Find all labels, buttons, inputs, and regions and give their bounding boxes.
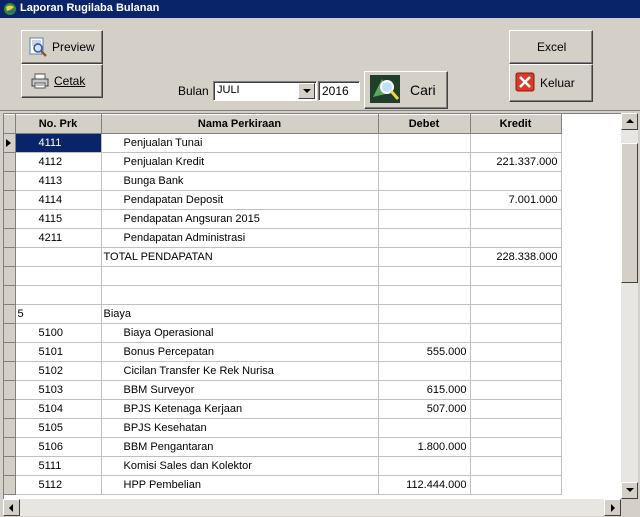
- row-indicator[interactable]: [4, 267, 15, 286]
- row-indicator[interactable]: [4, 286, 15, 305]
- year-input-value: 2016: [322, 84, 349, 98]
- cell-no-prk[interactable]: 4111: [15, 134, 101, 153]
- column-header-kredit[interactable]: Kredit: [470, 115, 561, 134]
- current-row-pointer-icon: [6, 139, 11, 147]
- cari-label: Cari: [410, 82, 436, 98]
- table-row[interactable]: [4, 172, 561, 191]
- cell-nama[interactable]: Pendapatan Angsuran 2015: [101, 210, 378, 229]
- cell-kredit[interactable]: 7.001.000: [470, 191, 561, 210]
- cell-debet[interactable]: [378, 324, 470, 343]
- cell-debet[interactable]: [378, 172, 470, 191]
- cell-no-prk[interactable]: 4113: [15, 172, 101, 191]
- scroll-right-icon[interactable]: [604, 499, 621, 516]
- cell-kredit[interactable]: [470, 438, 561, 457]
- cell-nama[interactable]: BPJS Ketenaga Kerjaan: [101, 400, 378, 419]
- cell-debet[interactable]: [378, 305, 470, 324]
- year-input[interactable]: [318, 81, 360, 101]
- cell-kredit[interactable]: [470, 172, 561, 191]
- window-title: Laporan Rugilaba Bulanan: [20, 2, 160, 14]
- cell-nama[interactable]: Bunga Bank: [101, 172, 378, 191]
- preview-label: Preview: [52, 40, 95, 54]
- table-row[interactable]: [4, 248, 561, 267]
- cell-nama[interactable]: TOTAL PENDAPATAN: [101, 248, 378, 267]
- row-indicator[interactable]: [4, 229, 15, 248]
- cell-debet[interactable]: [378, 229, 470, 248]
- row-indicator[interactable]: [4, 305, 15, 324]
- table-row[interactable]: [4, 229, 561, 248]
- cell-debet[interactable]: [378, 267, 470, 286]
- month-select-value: JULI: [217, 84, 240, 96]
- cell-no-prk[interactable]: 5105: [15, 419, 101, 438]
- row-indicator[interactable]: [4, 362, 15, 381]
- column-header-no-prk[interactable]: No. Prk: [15, 115, 101, 134]
- search-key-icon: [370, 75, 400, 103]
- cell-kredit[interactable]: [470, 476, 561, 495]
- scroll-left-icon[interactable]: [3, 499, 20, 516]
- cell-nama[interactable]: Pendapatan Administrasi: [101, 229, 378, 248]
- cell-no-prk[interactable]: 5: [15, 305, 101, 324]
- table-row[interactable]: [4, 134, 561, 153]
- cell-nama[interactable]: Penjualan Tunai: [101, 134, 378, 153]
- report-grid[interactable]: [3, 113, 622, 500]
- cell-nama[interactable]: [101, 286, 378, 305]
- cell-no-prk[interactable]: [15, 267, 101, 286]
- cell-debet[interactable]: 615.000: [378, 381, 470, 400]
- cell-kredit[interactable]: [470, 419, 561, 438]
- cell-debet[interactable]: 555.000: [378, 343, 470, 362]
- cell-kredit[interactable]: [470, 381, 561, 400]
- keluar-label: Keluar: [540, 76, 575, 90]
- row-indicator[interactable]: [4, 438, 15, 457]
- cell-no-prk[interactable]: 5106: [15, 438, 101, 457]
- cell-nama[interactable]: Biaya Operasional: [101, 324, 378, 343]
- row-indicator[interactable]: [4, 172, 15, 191]
- cell-kredit[interactable]: [470, 267, 561, 286]
- column-header-debet[interactable]: Debet: [378, 115, 470, 134]
- cell-kredit[interactable]: 221.337.000: [470, 153, 561, 172]
- cell-nama[interactable]: [101, 267, 378, 286]
- cell-nama[interactable]: HPP Pembelian: [101, 476, 378, 495]
- row-indicator[interactable]: [4, 381, 15, 400]
- table-row[interactable]: [4, 438, 561, 457]
- row-indicator[interactable]: [4, 324, 15, 343]
- table-row[interactable]: [4, 191, 561, 210]
- table-row[interactable]: [4, 419, 561, 438]
- horizontal-scrollbar[interactable]: [3, 499, 621, 516]
- cell-debet[interactable]: [378, 153, 470, 172]
- cell-debet[interactable]: [378, 419, 470, 438]
- cetak-button[interactable]: [21, 64, 103, 98]
- cell-no-prk[interactable]: 4114: [15, 191, 101, 210]
- row-indicator-header: [4, 115, 15, 134]
- cell-nama[interactable]: Cicilan Transfer Ke Rek Nurisa: [101, 362, 378, 381]
- scrollbar-corner: [621, 499, 638, 516]
- table-row[interactable]: [4, 324, 561, 343]
- cell-kredit[interactable]: [470, 343, 561, 362]
- row-indicator[interactable]: [4, 153, 15, 172]
- cell-no-prk[interactable]: 5101: [15, 343, 101, 362]
- cell-kredit[interactable]: [470, 305, 561, 324]
- report-table: [4, 114, 562, 495]
- table-row[interactable]: [4, 362, 561, 381]
- preview-button[interactable]: [21, 30, 103, 64]
- table-row[interactable]: [4, 476, 561, 495]
- cell-nama[interactable]: BBM Surveyor: [101, 381, 378, 400]
- row-indicator[interactable]: [4, 191, 15, 210]
- cell-debet[interactable]: [378, 362, 470, 381]
- cell-no-prk[interactable]: 4112: [15, 153, 101, 172]
- row-indicator[interactable]: [4, 457, 15, 476]
- cell-kredit[interactable]: [470, 210, 561, 229]
- cell-debet[interactable]: [378, 210, 470, 229]
- row-indicator[interactable]: [4, 248, 15, 267]
- cell-kredit[interactable]: [470, 286, 561, 305]
- table-row[interactable]: [4, 400, 561, 419]
- scroll-up-icon[interactable]: [621, 113, 638, 130]
- cell-no-prk[interactable]: 5111: [15, 457, 101, 476]
- row-indicator[interactable]: [4, 210, 15, 229]
- table-row[interactable]: [4, 210, 561, 229]
- table-row[interactable]: [4, 153, 561, 172]
- bulan-label: Bulan: [178, 84, 209, 98]
- table-row[interactable]: [4, 305, 561, 324]
- cell-kredit[interactable]: 228.338.000: [470, 248, 561, 267]
- keluar-button[interactable]: [509, 64, 593, 102]
- cell-debet[interactable]: [378, 286, 470, 305]
- cell-kredit[interactable]: [470, 229, 561, 248]
- cell-nama[interactable]: BBM Pengantaran: [101, 438, 378, 457]
- cell-no-prk[interactable]: [15, 248, 101, 267]
- cell-no-prk[interactable]: 4115: [15, 210, 101, 229]
- table-row[interactable]: [4, 457, 561, 476]
- cell-kredit[interactable]: [470, 324, 561, 343]
- table-row[interactable]: [4, 267, 561, 286]
- cell-nama[interactable]: Bonus Percepatan: [101, 343, 378, 362]
- cell-debet[interactable]: [378, 134, 470, 153]
- cell-no-prk[interactable]: 5103: [15, 381, 101, 400]
- cell-nama[interactable]: BPJS Kesehatan: [101, 419, 378, 438]
- excel-label: Excel: [537, 40, 567, 54]
- cell-nama[interactable]: Biaya: [101, 305, 378, 324]
- vertical-scroll-thumb[interactable]: [621, 143, 638, 283]
- header-row: [4, 115, 561, 134]
- chevron-down-icon[interactable]: [298, 83, 315, 99]
- cetak-label: Cetak: [54, 74, 86, 88]
- row-indicator[interactable]: [4, 476, 15, 495]
- cell-debet[interactable]: [378, 191, 470, 210]
- cell-kredit[interactable]: [470, 134, 561, 153]
- row-indicator[interactable]: [4, 134, 15, 153]
- cell-nama[interactable]: Pendapatan Deposit: [101, 191, 378, 210]
- excel-button[interactable]: [509, 30, 593, 64]
- cari-button[interactable]: [364, 71, 448, 109]
- cell-debet[interactable]: 507.000: [378, 400, 470, 419]
- cell-no-prk[interactable]: 5102: [15, 362, 101, 381]
- column-header-nama[interactable]: Nama Perkiraan: [101, 115, 378, 134]
- month-select[interactable]: [213, 81, 317, 101]
- cell-kredit[interactable]: [470, 362, 561, 381]
- table-row[interactable]: [4, 343, 561, 362]
- row-indicator[interactable]: [4, 400, 15, 419]
- cell-no-prk[interactable]: 5112: [15, 476, 101, 495]
- printer-icon: [31, 73, 49, 89]
- cell-kredit[interactable]: [470, 457, 561, 476]
- row-indicator[interactable]: [4, 343, 15, 362]
- row-indicator[interactable]: [4, 419, 15, 438]
- preview-magnifier-icon: [28, 37, 48, 57]
- cell-no-prk[interactable]: [15, 286, 101, 305]
- cell-no-prk[interactable]: 5104: [15, 400, 101, 419]
- cell-debet[interactable]: [378, 457, 470, 476]
- cell-nama[interactable]: Penjualan Kredit: [101, 153, 378, 172]
- scroll-down-icon[interactable]: [621, 482, 638, 499]
- table-row[interactable]: [4, 286, 561, 305]
- vertical-scrollbar[interactable]: [621, 113, 638, 499]
- toolbar: [0, 18, 640, 111]
- cell-nama[interactable]: Komisi Sales dan Kolektor: [101, 457, 378, 476]
- cell-debet[interactable]: 112.444.000: [378, 476, 470, 495]
- cell-debet[interactable]: 1.800.000: [378, 438, 470, 457]
- cell-debet[interactable]: [378, 248, 470, 267]
- table-row[interactable]: [4, 381, 561, 400]
- app-globe-icon: [3, 2, 17, 16]
- cell-no-prk[interactable]: 5100: [15, 324, 101, 343]
- cell-kredit[interactable]: [470, 400, 561, 419]
- close-x-icon: [515, 72, 535, 92]
- title-bar: [0, 0, 640, 18]
- cell-no-prk[interactable]: 4211: [15, 229, 101, 248]
